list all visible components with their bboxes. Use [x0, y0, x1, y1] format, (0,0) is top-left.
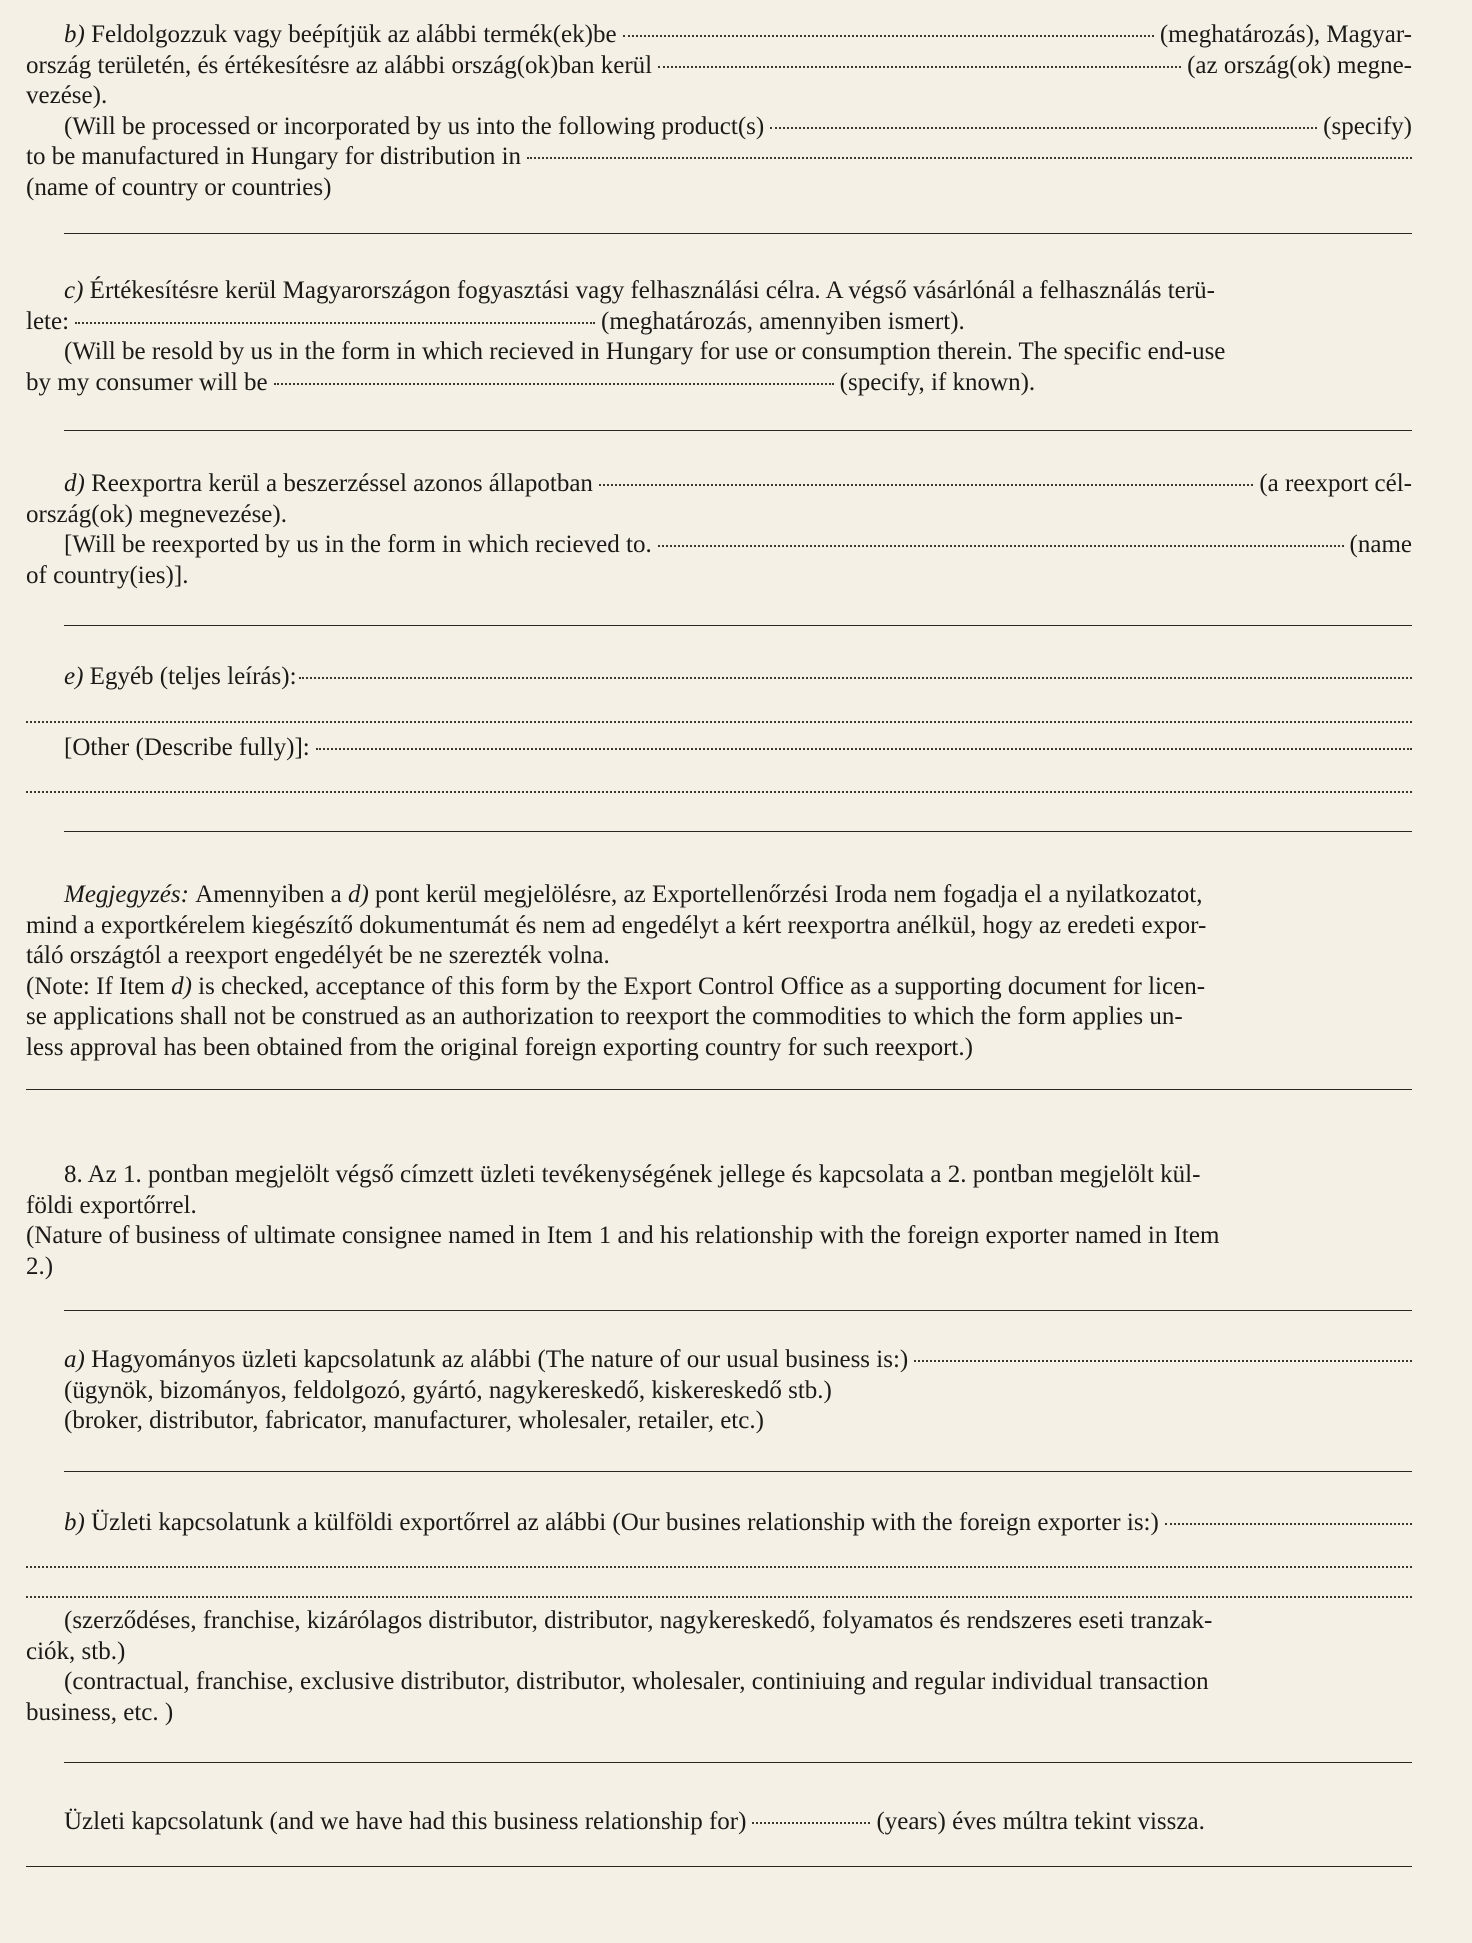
section-d-en-line2: [26, 561, 1412, 592]
section-c-en-line2-text: by my consumer will be: [26, 368, 268, 396]
note-hu-line2-text: mind a exportkérelem kiegészítő dokumentumát és nem ad engedélyt a kért reexportra anélkül, hogy az eredeti expor-: [26, 911, 1207, 939]
section-e-hu-line: [26, 662, 1412, 693]
reexport-fill-line[interactable]: [599, 484, 1253, 486]
item8-en-line1-text: (Nature of business of ultimate consignee named in Item 1 and his relationship with the foreign exporter named in Item: [26, 1222, 1220, 1249]
note-en-part2: is checked, acceptance of this form by the Export Control Office as a supporting document for licen-: [198, 972, 1206, 1000]
item8b-en-examples-1-text: (contractual, franchise, exclusive distributor, distributor, wholesaler, continiuing and regular individual transaction: [64, 1668, 1209, 1695]
item8b-en-examples-2: [26, 1698, 1412, 1729]
item8-hu-line2-text: földi exportőrrel.: [26, 1191, 197, 1219]
reexport-fill-line-en[interactable]: [658, 545, 1344, 547]
note-en-part1: (Note: If Item: [26, 972, 165, 1000]
section-b-hu-line1: [26, 20, 1412, 51]
item8b-hu-examples-1-text: (szerződéses, franchise, kizárólagos distributor, distributor, nagykereskedő, folyamatos és rendszeres eseti tranzak-: [64, 1607, 1213, 1634]
section-d-hu-line2: [26, 500, 1412, 531]
section-b-hu-line2-end: (az ország(ok) megne-: [1187, 51, 1412, 79]
item8a-hu-examples: [26, 1376, 1412, 1407]
other-fill-line-en-2[interactable]: [26, 791, 1412, 793]
section-c-hu-line1: [26, 276, 1412, 307]
note-label: Megjegyzés:: [64, 881, 189, 908]
note-en-line2: [26, 1002, 1412, 1033]
section-d-en-line1-text: [Will be reexported by us in the form in which recieved to.: [64, 531, 652, 558]
relationship-fill-line-2-row: [26, 1538, 1412, 1568]
item8b-hu-examples-2: [26, 1637, 1412, 1668]
section-c-label: c): [64, 277, 84, 304]
section-e-hu-text: Egyéb (teljes leírás):: [89, 663, 297, 690]
item8a-en-examples: [26, 1406, 1412, 1437]
item8-hu-line2: [26, 1191, 1412, 1222]
relationship-fill-line[interactable]: [1165, 1523, 1412, 1525]
section-d-en-line2-text: of country(ies)].: [26, 561, 189, 589]
item8b-hu-examples-2-text: ciók, stb.): [26, 1637, 126, 1665]
section-c-en-line2: [26, 368, 1412, 399]
item8b-en-examples-1: [26, 1667, 1412, 1698]
item8-en-line1: [26, 1221, 1412, 1252]
section-b-hu-line2: [26, 51, 1412, 82]
note-hu-part2: pont kerül megjelölésre, az Exportellenőrzési Iroda nem fogadja el a nyilatkozatot,: [375, 881, 1203, 908]
section-b-en-line1: [26, 112, 1412, 143]
section-b-label: b): [64, 21, 85, 48]
section-d-en-line1: [26, 530, 1412, 561]
item8-en-line2: [26, 1252, 1412, 1283]
relationship-fill-line-3[interactable]: [26, 1596, 1412, 1598]
section-d-hu-line1-end: (a reexport cél-: [1259, 470, 1412, 497]
note-hu-item: d): [347, 881, 369, 908]
section-d-en-line1-end: (name: [1349, 531, 1412, 558]
other-fill-line-2[interactable]: [26, 721, 1412, 723]
section-d-label: d): [64, 470, 85, 497]
other-fill-line-en[interactable]: [316, 748, 1412, 750]
section-e-en-line: [26, 733, 1412, 764]
section-d-hu-line2-text: ország(ok) megnevezése).: [26, 500, 287, 528]
item8a-label: a): [64, 1346, 85, 1373]
note-en-item: d): [171, 972, 192, 1000]
item8b-label: b): [64, 1508, 85, 1536]
end-use-fill-line-en[interactable]: [274, 383, 834, 385]
section-c-hu-line1-text: Értékesítésre kerül Magyarországon fogyasztási vagy felhasználási célra. A végső vásárlónál a felhasználás terü-: [89, 277, 1215, 304]
section-d-hu-line1-text: Reexportra kerül a beszerzéssel azonos állapotban: [91, 470, 593, 497]
section-b-hu-line3-text: vezése).: [26, 82, 108, 109]
item8a-hu-examples-text: (ügynök, bizományos, feldolgozó, gyártó, nagykereskedő, kiskereskedő stb.): [64, 1376, 832, 1404]
section-b-hu-text: Feldolgozzuk vagy beépítjük az alábbi termék(ek)be: [91, 21, 617, 48]
section-e-label: e): [64, 663, 84, 690]
item8-en-line2-text: 2.): [26, 1252, 54, 1280]
product-fill-line-en[interactable]: [770, 127, 1317, 129]
note-hu-line2: [26, 911, 1412, 942]
section-c-en-line1-text: (Will be resold by us in the form in which recieved in Hungary for use or consumption therein. The specific end-use: [64, 338, 1226, 365]
note-en-line1: [26, 972, 1412, 1003]
section-b-hu-line2-text: ország területén, és értékesítésre az alábbi ország(ok)ban kerül: [26, 51, 653, 79]
item8b-text: Üzleti kapcsolatunk a külföldi exportőrrel az alábbi (Our busines relationship with the foreign exporter is:): [91, 1508, 1159, 1536]
item8a-en-examples-text: (broker, distributor, fabricator, manufacturer, wholesaler, retailer, etc.): [64, 1407, 764, 1434]
product-fill-line[interactable]: [623, 35, 1154, 37]
duration-text: Üzleti kapcsolatunk (and we have had this business relationship for): [64, 1808, 747, 1835]
section-e-en-text: [Other (Describe fully)]:: [64, 733, 310, 761]
note-en-line3-text: less approval has been obtained from the original foreign exporting country for such reexport.): [26, 1033, 973, 1061]
note-en-line3: [26, 1033, 1412, 1064]
item8-hu-line1: [26, 1160, 1412, 1191]
years-fill-line[interactable]: [752, 1822, 870, 1824]
section-b-hu-end: (meghatározás), Magyar-: [1159, 21, 1412, 48]
duration-line: [26, 1807, 1412, 1838]
usual-business-fill-line[interactable]: [914, 1360, 1412, 1362]
section-c-en-line2-end: (specify, if known).: [839, 368, 1036, 396]
section-d-hu-line1: [26, 469, 1412, 500]
section-b-en-line1-end: (specify): [1323, 112, 1412, 140]
relationship-fill-line-2[interactable]: [26, 1566, 1412, 1568]
other-fill-line-2-row: [26, 693, 1412, 723]
note-hu-line3: [26, 941, 1412, 972]
item8a-line1: [26, 1345, 1412, 1376]
country-fill-line[interactable]: [658, 66, 1181, 68]
section-b-en-line2: [26, 142, 1412, 173]
item8b-line1: [26, 1508, 1412, 1539]
item8a-text: Hagyományos üzleti kapcsolatunk az alábbi (The nature of our usual business is:): [91, 1346, 909, 1373]
note-hu-line1: [26, 880, 1412, 911]
item8b-en-examples-2-text: business, etc. ): [26, 1698, 174, 1726]
section-b-hu-line3: [26, 81, 1412, 112]
section-b-en-line2-text: to be manufactured in Hungary for distribution in: [26, 143, 522, 170]
duration-end: (years) éves múltra tekint vissza.: [876, 1808, 1205, 1835]
section-c-en-line1: [26, 337, 1412, 368]
country-fill-line-en[interactable]: [527, 157, 1412, 159]
item8-hu-line1-text: 8. Az 1. pontban megjelölt végső címzett üzleti tevékenységének jellege és kapcsolata a 2. pontban megjelölt kül-: [64, 1161, 1201, 1188]
note-hu-line3-text: táló országtól a reexport engedélyét be ne szerezték volna.: [26, 942, 610, 969]
note-en-line2-text: se applications shall not be construed as an authorization to reexport the commodities to which the form applies un-: [26, 1003, 1183, 1030]
section-c-hu-line2-end: (meghatározás, amennyiben ismert).: [601, 307, 965, 335]
other-fill-line-en-2-row: [26, 763, 1412, 793]
duration-rule: [26, 1866, 1412, 1867]
other-fill-line[interactable]: [299, 677, 1412, 679]
section-b-en-line1-text: (Will be processed or incorporated by us into the following product(s): [64, 112, 765, 140]
end-use-fill-line[interactable]: [75, 322, 595, 324]
section-c-hu-line2-text: lete:: [26, 307, 70, 335]
item8b-hu-examples-1: [26, 1606, 1412, 1637]
section-b-en-line3-text: (name of country or countries): [26, 173, 332, 201]
section-b-en-line3: [26, 173, 1412, 204]
relationship-fill-line-3-row: [26, 1568, 1412, 1598]
note-hu-part1: Amennyiben a: [195, 881, 342, 908]
section-c-hu-line2: [26, 307, 1412, 338]
